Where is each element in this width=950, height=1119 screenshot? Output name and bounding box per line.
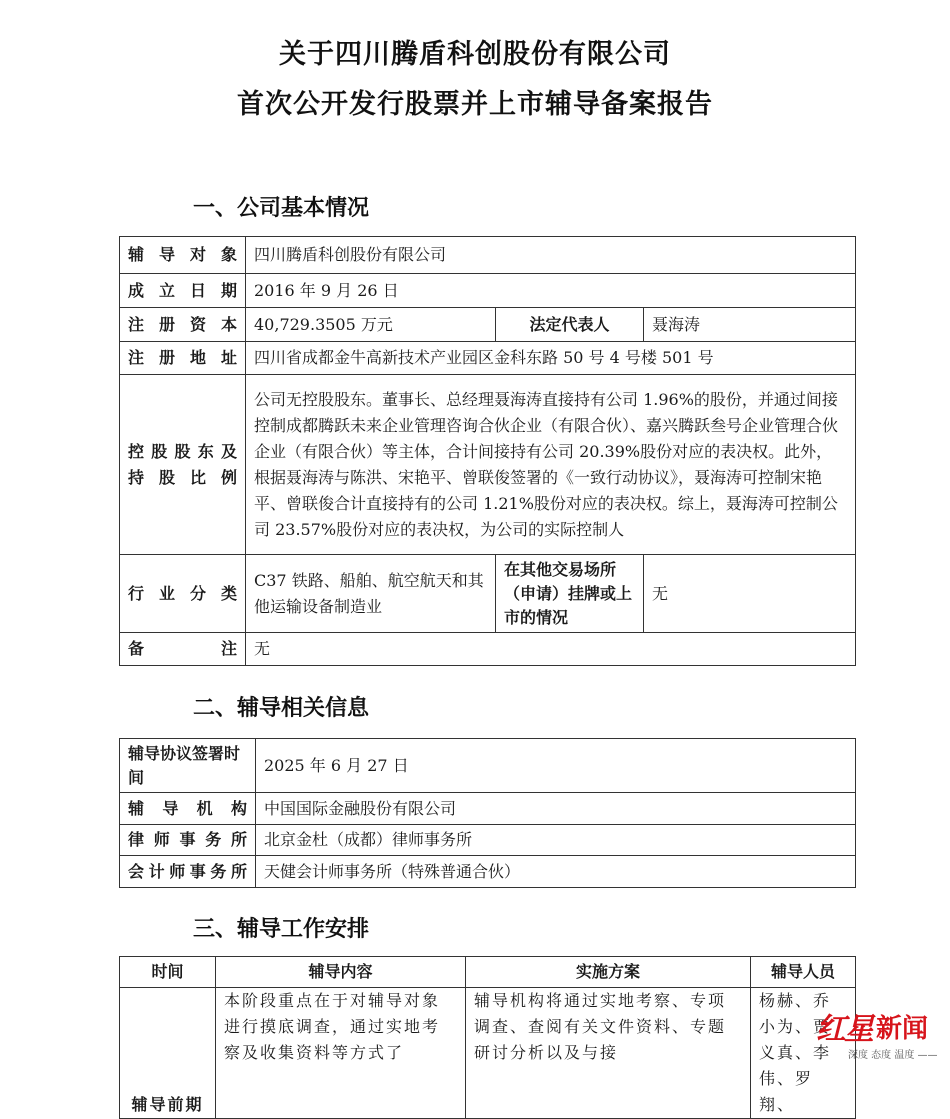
row-remarks [120, 633, 856, 666]
label-law-firm: 律师事务所 [120, 825, 256, 856]
row-subject [120, 237, 856, 274]
watermark-brand-logo: 红星 [816, 1012, 872, 1047]
row-accounting-firm [120, 856, 856, 888]
label-accounting-firm: 会计师事务所 [120, 856, 256, 888]
row-capital [120, 308, 856, 342]
value-founded: 2016 年 9 月 26 日 [246, 274, 856, 308]
schedule-header-row [120, 957, 856, 988]
document-title-line2: 首次公开发行股票并上市辅导备案报告 [237, 89, 713, 120]
schedule-plan: 辅导机构将通过实地考察、专项调查、查阅有关文件资料、专题研讨分析以及与接 [466, 988, 751, 1119]
value-address: 四川省成都金牛高新技术产业园区金科东路 50 号 4 号楼 501 号 [246, 342, 856, 375]
work-schedule-table [119, 956, 856, 1119]
schedule-content: 本阶段重点在于对辅导对象进行摸底调查，通过实地考察及收集资料等方式了 [216, 988, 466, 1119]
label-agreement-date: 辅导协议签署时间 [120, 739, 256, 793]
section3-heading: 三、辅导工作安排 [193, 917, 370, 942]
value-institution: 中国国际金融股份有限公司 [256, 793, 856, 825]
row-founded [120, 274, 856, 308]
value-subject: 四川腾盾科创股份有限公司 [246, 237, 856, 274]
label-address: 注册地址 [120, 342, 246, 375]
label-other-listing: 在其他交易场所（申请）挂牌或上市的情况 [496, 555, 644, 633]
hongxing-news-watermark [812, 1000, 950, 1066]
value-remarks: 无 [246, 633, 856, 666]
value-shareholders: 公司无控股股东。董事长、总经理聂海涛直接持有公司 1.96%的股份，并通过间接控制成都腾跃未来企业管理咨询合伙企业（有限合伙）、嘉兴腾跃叁号企业管理合伙企业（有限合伙）等主体，合计间接持有公司 20.39%股份对应的表决权。此外，根据聂海涛与陈洪、宋艳平、曾联俊签署的《一致行动协议》，聂海涛可控制宋艳平、曾联俊合计直接持有的公司 1.21%股份对应的表决权。综上，聂海涛可控制公司 23.57%股份对应的表决权，为公司的实际控制人 [246, 375, 856, 555]
document-title-line1: 关于四川腾盾科创股份有限公司 [279, 39, 671, 70]
schedule-time: 辅导前期 [120, 988, 216, 1119]
col-time: 时间 [120, 957, 216, 988]
watermark-brand-news: 新闻 [876, 1014, 929, 1044]
section1-heading: 一、公司基本情况 [193, 196, 370, 221]
value-accounting-firm: 天健会计师事务所（特殊普通合伙） [256, 856, 856, 888]
value-capital: 40,729.3505 万元 [246, 308, 496, 342]
label-subject: 辅导对象 [120, 237, 246, 274]
col-content: 辅导内容 [216, 957, 466, 988]
col-staff: 辅导人员 [751, 957, 856, 988]
schedule-staff: 杨赫、乔小为、贾义真、李伟、罗翔、 [751, 988, 856, 1119]
label-legal-rep: 法定代表人 [496, 308, 644, 342]
schedule-row [120, 988, 856, 1119]
row-agreement-date [120, 739, 856, 793]
row-industry [120, 555, 856, 633]
value-legal-rep: 聂海涛 [644, 308, 856, 342]
value-industry: C37 铁路、船舶、航空航天和其他运输设备制造业 [246, 555, 496, 633]
label-capital: 注册资本 [120, 308, 246, 342]
watermark-slogan: 深度 态度 温度 —— [848, 1050, 938, 1061]
row-address [120, 342, 856, 375]
label-industry: 行业分类 [120, 555, 246, 633]
label-founded: 成立日期 [120, 274, 246, 308]
col-plan: 实施方案 [466, 957, 751, 988]
tutoring-info-table [119, 738, 856, 888]
row-law-firm [120, 825, 856, 856]
label-shareholders-line1: 控股股东及 [128, 441, 237, 461]
label-shareholders-line2: 持股比例 [128, 467, 237, 487]
label-remarks: 备注 [120, 633, 246, 666]
company-basic-info-table [119, 236, 856, 666]
value-agreement-date: 2025 年 6 月 27 日 [256, 739, 856, 793]
row-institution [120, 793, 856, 825]
row-shareholders [120, 375, 856, 555]
section2-heading: 二、辅导相关信息 [193, 696, 370, 721]
value-law-firm: 北京金杜（成都）律师事务所 [256, 825, 856, 856]
label-institution: 辅导机构 [120, 793, 256, 825]
label-shareholders [120, 375, 246, 555]
value-other-listing: 无 [644, 555, 856, 633]
